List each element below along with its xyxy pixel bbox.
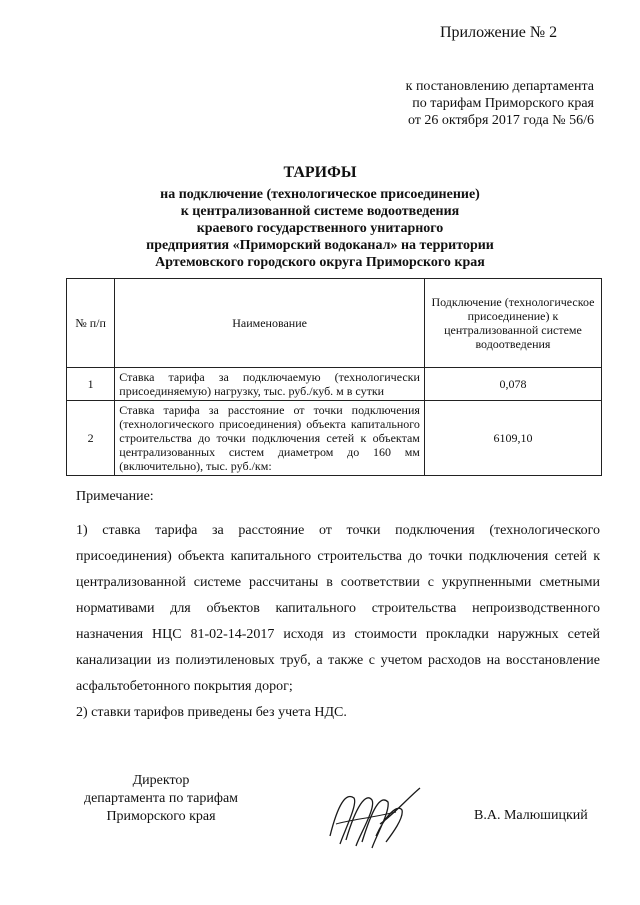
table-row <box>67 401 602 476</box>
title-main: ТАРИФЫ <box>283 164 357 181</box>
header-value: Подключение (технологическое присоединение) к централизованной системе водоотведения <box>424 279 601 368</box>
signatory-name: В.А. Малюшицкий <box>474 808 588 823</box>
notes-title: Примечание: <box>76 489 154 504</box>
decree-line: от 26 октября 2017 года № 56/6 <box>407 113 594 128</box>
handwritten-signature <box>316 784 426 859</box>
title-line: на подключение (технологическое присоединение) <box>160 187 480 202</box>
row-number: 2 <box>67 401 115 476</box>
title-line: предприятия «Приморский водоканал» на территории <box>146 238 494 253</box>
decree-reference <box>406 78 594 129</box>
signature-icon <box>316 784 426 854</box>
title-line: Артемовского городского округа Приморского края <box>155 255 485 270</box>
decree-line: к постановлению департамента <box>405 79 594 94</box>
note-item: 2) ставки тарифов приведены без учета НДС. <box>76 705 347 720</box>
header-name: Наименование <box>115 279 425 368</box>
title-line: к централизованной системе водоотведения <box>180 204 460 219</box>
table-row <box>67 368 602 401</box>
appendix-title: Приложение № 2 <box>440 24 558 41</box>
row-name: Ставка тарифа за подключаемую (технологически присоединяемую) нагрузку, тыс. руб./куб. м в сутки <box>115 368 425 401</box>
row-name: Ставка тарифа за расстояние от точки подключения (технологического присоединения) объекта капитального строительства до точки подключения сетей к объектам централизованных систем диаметром до 160 мм (включительно), тыс. руб./км: <box>115 401 425 476</box>
document-title <box>0 164 640 271</box>
row-value: 6109,10 <box>424 401 601 476</box>
signatory-position <box>66 772 256 826</box>
position-line: Приморского края <box>106 809 216 824</box>
table-header-row <box>67 279 602 368</box>
position-line: Директор <box>132 773 190 788</box>
decree-line: по тарифам Приморского края <box>412 96 594 111</box>
position-line: департамента по тарифам <box>83 791 239 806</box>
header-number: № п/п <box>67 279 115 368</box>
notes-section <box>76 484 600 726</box>
note-item: 1) ставка тарифа за расстояние от точки подключения (технологического присоединения) объекта капитального строительства до точки подключения сетей к централизованной системе рассчитаны в соответствии с укрупненными сметными нормативами для объектов капитального строительства непроизводственного назначения НЦС 81-02-14-2017 исходя из стоимости прокладки наружных сетей канализации из полиэтиленовых труб, а также с учетом расходов на восстановление асфальтобетонного покрытия дорог; <box>76 523 600 694</box>
title-line: краевого государственного унитарного <box>196 221 444 236</box>
tariffs-table <box>66 278 602 476</box>
row-value: 0,078 <box>424 368 601 401</box>
row-number: 1 <box>67 368 115 401</box>
